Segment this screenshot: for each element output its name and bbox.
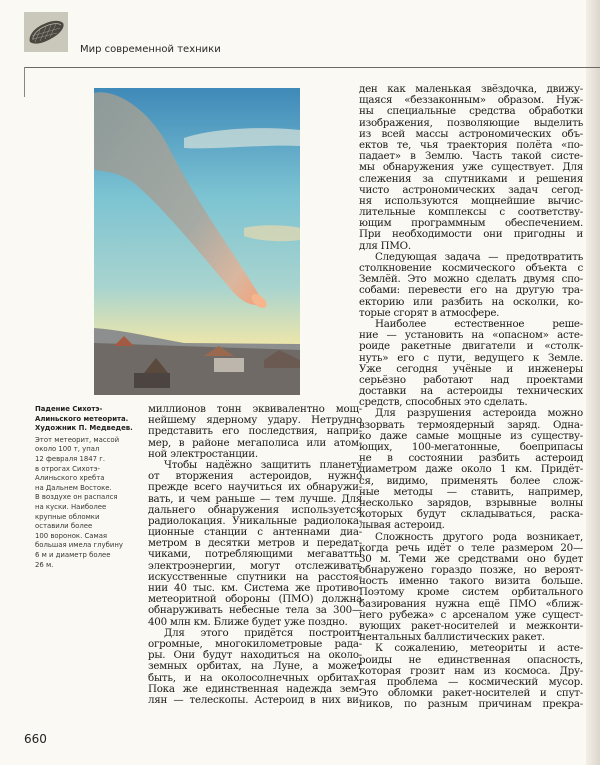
text-line: К сожалению, метеориты и асте- (375, 643, 583, 655)
caption-line: оставили более (35, 522, 93, 531)
text-line: обнаружено гораздо позже, но вероят- (359, 565, 583, 577)
text-line: метеоритной обороны (ПМО) должна (148, 594, 362, 606)
text-line: ционные станции с антеннами диа- (148, 527, 362, 539)
text-line: изображения, позволяющие выделить (359, 117, 583, 129)
caption-line: Падение Сихотэ- (35, 405, 103, 413)
text-line: ры. Они будут находиться на около- (148, 650, 362, 662)
margin-rule (24, 67, 25, 97)
caption-line: в отрогах Сихотэ- (35, 464, 101, 473)
text-line: для ПМО. (359, 240, 411, 252)
text-line: него рубежа» с арсеналом уже сущест- (359, 609, 583, 621)
text-line: мы обнаружения уже существует. Для (359, 162, 583, 174)
text-line: Поэтому кроме систем орбитального (359, 587, 583, 599)
text-line: огромные, многокилометровые рада- (148, 638, 362, 650)
text-line: миллионов тонн эквивалентно мощ- (148, 404, 362, 415)
text-line: дальнего обнаружения используется (148, 504, 362, 516)
text-line: лывая астероид. (359, 520, 445, 532)
caption-line: крупные обломки (35, 512, 100, 521)
text-line: ющих, 100-мегатонные, боеприпасы (359, 442, 583, 453)
caption-line: на Дальнем Востоке. (35, 483, 112, 492)
text-line: ние — установить на «опасном» асте- (359, 330, 583, 342)
text-line: диаметром даже около 1 км. Придёт- (359, 464, 583, 476)
text-line: слежения за спутниками и решения (359, 173, 583, 185)
text-line: Для этого придётся построить (164, 627, 362, 639)
text-line: падает» в Землю. Часть такой систе- (359, 151, 583, 163)
caption-line: 6 м и диаметр более (35, 550, 111, 559)
header-rule (24, 67, 600, 68)
text-line: быть, и на околосолнечных орбитах. (148, 672, 362, 684)
paragraph (359, 319, 583, 409)
text-line: ность именно такого визита больше. (359, 576, 583, 588)
text-line: Сложность другого рода возникает, (375, 531, 583, 543)
caption-line: на куски. Наиболее (35, 502, 107, 511)
text-line: которых будут складываться, раска- (359, 509, 583, 521)
text-line: ющим программным обеспечением. (359, 218, 583, 230)
text-line: обнаруживать небесные тела за 300— (148, 605, 362, 617)
paragraph (359, 532, 583, 644)
text-line: При необходимости они пригодны и (359, 229, 583, 241)
text-line: Наиболее естественное реше- (375, 318, 583, 330)
text-line: электроэнергии, могут отслеживать (148, 560, 362, 572)
text-line: ден как маленькая звёздочка, движу- (359, 84, 583, 95)
text-line: лян — телескопы. Астероид в них ви- (148, 694, 362, 706)
text-line: земных орбитах, на Луне, а может (148, 661, 362, 673)
text-line: метром в десятки метров и передат- (148, 538, 362, 550)
text-line: ны специальные средства обработки (359, 106, 583, 118)
text-line: взорвать термоядерный заряд. Одна- (359, 419, 583, 431)
text-line: Следующая задача — предотвратить (375, 251, 583, 263)
text-line: роиде ракетные двигатели и «столк- (359, 341, 583, 353)
paragraph (148, 460, 362, 628)
text-line: торые сгорят в атмосфере. (359, 307, 500, 319)
text-line: чисто астрономических задач сегод- (359, 184, 583, 196)
page-edge-shadow (586, 0, 600, 765)
text-line: ные методы — ставить, например, (359, 486, 583, 498)
text-line: нентальных баллистических ракет. (359, 632, 545, 644)
caption-line: Алиньского метеорита. (35, 414, 129, 423)
text-line: вующих ракет-носителей и межконти- (359, 621, 583, 632)
text-line: 400 млн км. Ближе будет уже поздно. (148, 616, 348, 628)
text-line: когда речь идёт о теле размером 20— (359, 542, 583, 554)
text-line: нии 40 тыс. км. Система же противо- (148, 583, 362, 594)
right-text-column (359, 84, 583, 711)
text-line: базирования нужна ещё ПМО «ближ- (359, 598, 583, 610)
caption-line: 26 м. (35, 560, 54, 569)
text-line: из всей массы астрономических объ- (359, 128, 583, 140)
middle-text-column (148, 404, 362, 706)
text-line: мер, в районе мегаполиса или атом- (148, 437, 362, 449)
text-line: которая грозит нам из космоса. Дру- (359, 665, 583, 677)
text-line: столкновение космического объекта с (359, 263, 583, 274)
caption-body (35, 436, 143, 570)
meteorite-painting (94, 88, 300, 395)
text-line: ня используются мощнейшие вычис- (359, 195, 583, 207)
text-line: представить его последствия, напри- (148, 426, 362, 438)
text-line: роиды не единственная опасность, (359, 654, 583, 666)
caption-title (35, 405, 143, 434)
text-line: Чтобы надёжно защитить планету (164, 459, 362, 471)
text-line: радиолокация. Уникальные радиолока- (148, 515, 362, 527)
text-line: вать, и чем раньше — тем лучше. Для (148, 493, 362, 505)
paragraph (359, 643, 583, 710)
paragraph (148, 404, 362, 460)
text-line: доставки на астероиды технических (359, 386, 583, 398)
paragraph (359, 252, 583, 319)
text-line: гая проблема — космический мусор. (359, 676, 583, 688)
text-line: Пока же единственная надежда зем- (148, 683, 362, 695)
paragraph (148, 628, 362, 706)
text-line: Это обломки ракет-носителей и спут- (359, 688, 583, 700)
caption-line: 100 воронок. Самая (35, 531, 108, 540)
text-line: екторию или разбить на осколки, ко- (359, 296, 583, 308)
text-line: несколько зарядов, взрывные волны (359, 497, 583, 509)
text-line: средств, способных это сделать. (359, 397, 528, 409)
caption-line: Художник П. Медведев. (35, 424, 133, 433)
text-line: ной электростанции. (148, 448, 258, 460)
text-line: ся, видимо, применять более слож- (359, 475, 583, 487)
text-line: ектов те, чья траектория полёта «по- (359, 139, 583, 151)
text-line: ников, по разным причинам прекра- (359, 699, 583, 711)
caption-line: около 100 т, упал (35, 445, 100, 454)
paragraph (359, 408, 583, 531)
text-line: искусственные спутники на расстоя- (148, 571, 362, 583)
page-number: 660 (24, 732, 47, 746)
caption-line: большая имела глубину (35, 541, 123, 550)
section-title: Мир современной техники (80, 44, 221, 55)
text-line: не в состоянии разбить астероид (359, 453, 583, 465)
caption-line: Этот метеорит, массой (35, 435, 120, 444)
text-line: нуть» его с пути, ведущего к Земле. (359, 352, 583, 364)
text-line: щаяся «беззаконным» образом. Нуж- (359, 95, 583, 107)
text-line: нейшему ядерному удару. Нетрудно (148, 415, 362, 427)
text-line: Для разрушения астероида можно (375, 408, 583, 420)
text-line: чиками, потребляющими мегаватты (148, 549, 362, 561)
text-line: Уже сегодня учёные и инженеры (359, 363, 583, 375)
caption-line: В воздухе он распался (35, 493, 118, 502)
text-line: собами: перевести его на другую тра- (359, 285, 583, 297)
painting-caption (35, 405, 143, 570)
text-line: 30 м. Теми же средствами оно будет (359, 553, 583, 565)
text-line: прежде всего научиться их обнаружи- (148, 482, 362, 494)
text-line: Землёй. Это можно сделать двумя спо- (359, 274, 583, 286)
text-line: от вторжения астероидов, нужно (148, 471, 362, 483)
text-line: серьёзно работают над проектами (359, 374, 583, 386)
caption-line: 12 февраля 1847 г. (35, 454, 106, 463)
paragraph (359, 84, 583, 252)
text-line: ко даже самые мощные из существу- (359, 430, 583, 442)
section-logo-car-icon (24, 12, 68, 52)
text-line: лительные комплексы с соответству- (359, 207, 583, 219)
caption-line: Алиньского хребта (35, 474, 105, 483)
